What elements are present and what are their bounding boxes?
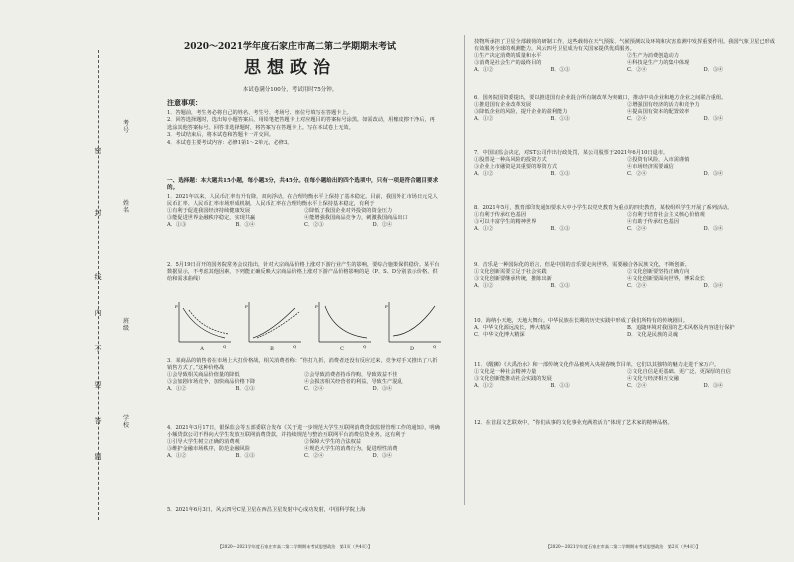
seal-char: 题	[94, 453, 102, 461]
option: ④科技是生产力的集中体现	[627, 59, 690, 66]
question-5-cont	[474, 39, 780, 74]
svg-text:P: P	[315, 304, 318, 309]
notice-heading: 注意事项：	[167, 98, 202, 107]
option: B．追随环境对我国的艺术风格及内容进行保护	[627, 324, 735, 331]
question-stem: 3．某商品的销售者在市场上大打价格战，相关消费者称：“你打九折，消费者还没有反应过来，竞争对手又推出了八折销售方式了。”这种价格战	[167, 358, 438, 371]
margin-label-exam-no: 考号	[122, 120, 129, 134]
answer: A．①②	[474, 66, 494, 73]
seal-char: 不	[94, 345, 102, 353]
section-heading: 一、选择题：本大题共15小题，每小题3分，共45分。在每小题给出的四个选项中，只有一项是符合题目要求的。	[167, 178, 439, 192]
notice-item: 3．考试结束后，将本试卷和答题卡一并交回。	[167, 132, 275, 139]
seal-char: 内	[94, 309, 102, 317]
option: ②增强国有经济的活力和竞争力	[627, 101, 700, 108]
option: ④文化与经济相互交融	[627, 375, 679, 382]
seal-char: 封	[94, 209, 102, 217]
svg-text:Q: Q	[293, 344, 297, 349]
seal-line	[98, 50, 99, 520]
answer: A．①②	[474, 382, 494, 389]
answer: D．③④	[372, 452, 393, 459]
option: D．文化是民族的灵魂	[627, 331, 678, 338]
chart-answer-row	[167, 346, 447, 352]
option: ④文化创新要面向世界，博采众长	[627, 275, 705, 282]
answer: A．①②	[474, 170, 494, 177]
option: ③企业上市融资是其重要的筹资方式	[474, 163, 558, 170]
answer: D．③④	[703, 170, 724, 177]
question-stem: 2．5月19日召开的国务院常务会议指出，针对大宗商品价格上涨对下游行业产生的影响，要综合施策保供稳价。某平台数据显示，不考虑其他因素，下列能正确反映大宗商品价格上涨对下游产品价格影响的是（P、S、D分别表示价格、供给和需求曲线）	[167, 262, 440, 282]
option: ④市场经济需要诚信	[627, 163, 674, 170]
answer-choices	[167, 453, 441, 460]
answer: B．①③	[550, 170, 570, 177]
svg-text:Q: Q	[223, 344, 227, 349]
answer: D．②④	[372, 221, 393, 228]
answer: C．②③	[304, 221, 324, 228]
chart-panel-a	[175, 302, 231, 349]
option: ②文化自信是更基础、更广泛、更深厚的自信	[627, 368, 731, 375]
question-stem: 11．《醒狮》《大禹治水》和一部传统文化作品被列入央视春晚节目单，它们以其独特的魅力走进千家万户。	[474, 362, 720, 368]
question-options	[474, 325, 780, 339]
option: ③能促进世界金融秩序稳定，实现共赢	[167, 214, 256, 221]
answer: A．①②	[474, 115, 494, 122]
svg-text:P: P	[175, 304, 178, 309]
option: ②降低了我国企业对外投资的资金压力	[304, 207, 393, 214]
margin-label-school: 学校	[122, 415, 129, 429]
option: ③消费是社会生产的最终目的	[474, 59, 542, 66]
question-options	[167, 372, 441, 386]
option: ②保障大学生的合法权益	[304, 438, 362, 445]
question-stem: 6．国务院国资委提出，要以推进国有企业混合所有制改革为突破口，推动中央企业和地方企业之间联合重组。	[474, 95, 727, 101]
question-options	[474, 102, 780, 116]
seal-char: 要	[94, 381, 102, 389]
question-1	[167, 194, 441, 229]
answer-choices	[167, 222, 441, 229]
question-12	[474, 420, 780, 427]
option: ③文化创新要继承传统，推陈出新	[474, 275, 552, 282]
question-stem: 1．2021年以来，人民币汇率有升有降，双向浮动，在合理均衡水平上保持了基本稳定。目前，我国外汇市场日元兑人民币汇率、人民币汇率市场形成机制，人民币汇率在合理均衡水平上保持基本稳定，有利于	[167, 194, 438, 207]
chart-panel-c	[315, 302, 371, 349]
question-10	[474, 318, 780, 339]
seal-char: 答	[94, 417, 102, 425]
answer: A．①②	[167, 385, 187, 392]
question-3	[167, 358, 441, 393]
answer: A．①②	[474, 282, 494, 289]
seal-char: 密	[94, 147, 102, 155]
page-divider	[464, 35, 465, 505]
question-options	[474, 157, 780, 171]
answer: B．①③	[550, 115, 570, 122]
option: ①有利于促进我国经济持续健康发展	[167, 207, 251, 214]
question-5	[167, 507, 441, 514]
page-footer: 【2020～2021学年度石家庄市高二第二学期期末考试思想政治 第1页（共4页）】	[217, 544, 373, 549]
answer: D．③④	[372, 385, 393, 392]
answer: C．②④	[627, 170, 647, 177]
option: ②投资有风险，入市需谨慎	[627, 156, 690, 163]
option: ②有利于培育社会主义核心价值观	[627, 211, 705, 218]
question-stem: 8．2021年5月，教育部印发通知要求大中小学生以党史教育为重点的四史教育，某校组织学生开展了系列活动。	[474, 205, 733, 211]
question-stem: 7．中国证监会决定，对ST公司作出行政处罚，某公司股票于2021年6月10日退市。	[474, 150, 669, 156]
option: ①股票是一种高风险的投资方式	[474, 156, 547, 163]
charts-svg	[167, 300, 447, 352]
answer: B．①③	[550, 66, 570, 73]
option: ①文化创新需要立足于社会实践	[474, 268, 547, 275]
svg-text:P: P	[385, 304, 388, 309]
option: ④规范大学生的消费行为，促进理性消费	[304, 445, 398, 452]
svg-text:P: P	[245, 304, 248, 309]
answer: C．②④	[304, 385, 324, 392]
question-8	[474, 205, 780, 233]
answer-choices	[167, 386, 441, 393]
supply-demand-charts	[167, 300, 447, 352]
chart-panel-d	[385, 302, 441, 349]
notice-item: 1．答题前，考生务必将自己的姓名、考生号、考场号、座位号填写在答题卡上。	[167, 110, 352, 116]
question-7	[474, 150, 780, 178]
answer: D．③④	[703, 225, 724, 232]
answer: B．①③	[550, 225, 570, 232]
answer: D．③④	[703, 115, 724, 122]
question-options	[167, 208, 441, 222]
question-options	[474, 53, 780, 67]
subject-title: 思想政治	[244, 58, 336, 78]
svg-text:Q: Q	[433, 344, 437, 349]
answer: B．①③	[235, 385, 255, 392]
option: ④有助于传承红色基因	[627, 218, 679, 225]
question-stem: 12．在首届文艺联欢中，“你们从事的文化事业充满着活力”体现了艺术家的精神品格。	[474, 420, 673, 426]
answer: B．①③	[235, 452, 255, 459]
option: ③维护金融市场秩序，防范金融风险	[167, 445, 251, 452]
margin-label-name: 姓名	[122, 200, 129, 214]
option: ④能增强我国商品竞争力，刺激我国商品出口	[304, 214, 408, 221]
answer: D	[409, 346, 414, 352]
option: ③会加剧市场竞争，加快商品价格下降	[167, 378, 256, 385]
option: ①文化是一种社会精神力量	[474, 368, 537, 375]
answer-choices	[474, 171, 780, 178]
option: ①会导致相关商品价值量的降低	[167, 371, 240, 378]
answer: D．③④	[703, 382, 724, 389]
notice-item: 2．回答选择题时，选出每小题答案后，用铅笔把答题卡上对应题目的答案标号涂黑。如需改动，用橡皮擦干净后，再选涂其他答案标号。回答非选择题时，将答案写在答题卡上。写在本试卷上无效。	[167, 117, 435, 131]
notice-list	[167, 110, 437, 147]
question-stem: 9．音乐是一种国际化的语言，但是中国的音乐要走向世界，需要融合各民族文化，不断创新。	[474, 262, 690, 268]
answer: A	[200, 346, 204, 352]
option: ①引导大学生树立正确的消费观	[167, 438, 240, 445]
option: ④会损害相关经营者的利益，导致生产混乱	[304, 378, 403, 385]
exam-page-1	[140, 0, 460, 562]
answer: D．③④	[703, 282, 724, 289]
answer: C．②④	[627, 282, 647, 289]
answer: C	[340, 346, 344, 352]
answer: A．①②	[474, 225, 494, 232]
answer: C．②④	[627, 66, 647, 73]
exam-meta: 本试卷满分100分，考试用时75分钟。	[242, 87, 338, 93]
option: A．中华文化源远流长，博大精深	[474, 324, 551, 331]
notice-item: 4．本试卷主要考试内容：必修1第1～2单元，必修3。	[167, 139, 293, 146]
answer: B．①④	[235, 221, 255, 228]
question-11	[474, 362, 780, 390]
option: ④提高国有资本的配置效率	[627, 108, 690, 115]
exam-page-2	[468, 0, 788, 562]
option: ③可以丰富学生的精神世界	[474, 218, 537, 225]
answer: D．③④	[703, 66, 724, 73]
question-options	[474, 212, 780, 226]
question-stem: 技物所承担了卫星全部载荷的研制工作，这些载荷在天气预报、气候预测以及环境和灾害监测中发挥重要作用。我国气象卫星已形成有效服务全球的观测能力，风云四号卫星成为有关国家提供优质服务。	[474, 39, 775, 52]
answer: C．②④	[627, 115, 647, 122]
exam-title: 2020～2021学年度石家庄市高二第二学期期末考试	[183, 42, 397, 52]
answer: B	[270, 346, 274, 352]
option: ①生产决定消费的质量和水平	[474, 52, 542, 59]
chart-panel-b	[245, 302, 301, 349]
question-9	[474, 262, 780, 290]
margin-label-class: 班级	[122, 318, 129, 332]
option: ①有利于传承红色基因	[474, 211, 526, 218]
answer: C．②④	[627, 382, 647, 389]
answer: B．①③	[550, 382, 570, 389]
option: ③文化创新能推动社会实践的发展	[474, 375, 552, 382]
question-2	[167, 262, 441, 283]
option: ③降低企业的风险，提升企业的盈利能力	[474, 108, 568, 115]
answer: A．①③	[167, 221, 187, 228]
question-options	[474, 269, 780, 283]
option: ②生产为消费创造动力	[627, 52, 679, 59]
option: ①推进国有企业改革发展	[474, 101, 532, 108]
option: ②会导致消费者持币待购，导致效益不佳	[304, 371, 398, 378]
seal-char: 线	[94, 273, 102, 281]
binding-margin	[0, 0, 140, 562]
answer-choices	[474, 67, 780, 74]
page-footer: 【2020～2021学年度石家庄市高二第二学期期末考试思想政治 第2页（共4页）】	[545, 544, 701, 549]
option: C．中华文化博大精深	[474, 331, 525, 338]
question-stem: 5．2021年6月3日，风云四号C星卫星在西昌卫星发射中心成功发射，中国科学院上海	[167, 507, 366, 513]
question-options	[167, 439, 441, 453]
question-6	[474, 95, 780, 123]
answer: A．①②	[167, 452, 187, 459]
svg-text:Q: Q	[363, 344, 367, 349]
question-stem: 10．海纳小天地，天地大舞台。中华民族在长期的历史实践中形成了我们所特有的传统剧目。	[474, 318, 689, 324]
question-stem: 4．2021年3月17日，银保监会等五部委联合发布《关于进一步规范大学生互联网消费贷款监督管理工作的通知》，明确小额贷款公司不得向大学生发放互联网消费贷款，并持续规范与整治互联网平台消费信贷业务。这有利于	[167, 425, 440, 438]
question-4	[167, 425, 441, 460]
answer-choices	[474, 383, 780, 390]
answer-choices	[474, 226, 780, 233]
answer-choices	[474, 116, 780, 123]
question-options	[474, 369, 780, 383]
answer-choices	[474, 283, 780, 290]
answer: C．②④	[304, 452, 324, 459]
answer: B．①③	[550, 282, 570, 289]
answer: C．②④	[627, 225, 647, 232]
option: ②文化创新要坚持正确方向	[627, 268, 690, 275]
